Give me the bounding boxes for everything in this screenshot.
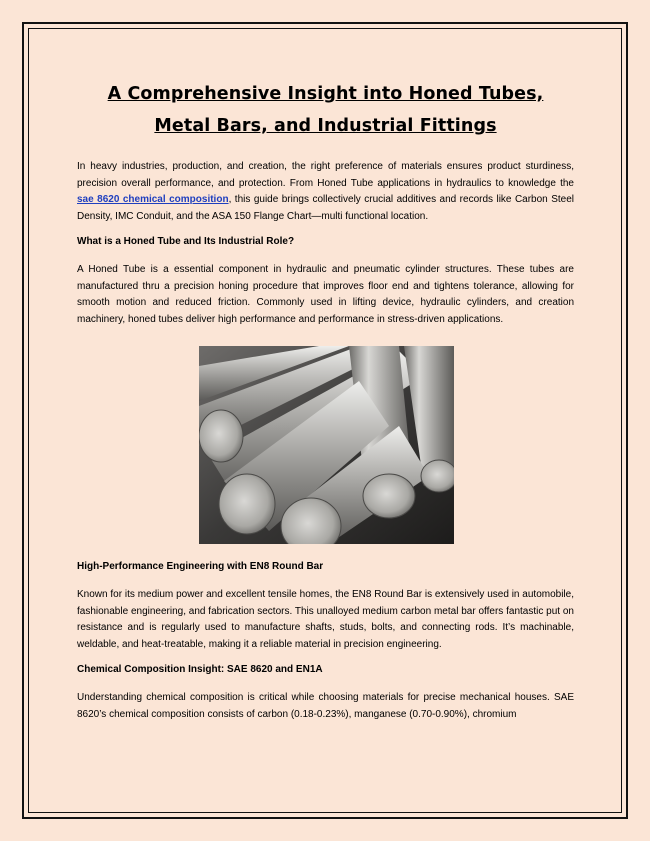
section-heading-chemical-composition: Chemical Composition Insight: SAE 8620 and EN1A — [77, 664, 323, 676]
section-heading-honed-tube: What is a Honed Tube and Its Industrial Role? — [77, 236, 295, 248]
steel-bars-image — [199, 346, 454, 544]
title-line-1: A Comprehensive Insight into Honed Tubes, — [107, 84, 544, 104]
title-line-2: Metal Bars, and Industrial Fittings — [154, 116, 497, 136]
section-body-chemical-composition: Understanding chemical composition is critical while choosing materials for precise mechanical houses. SAE 8620’s chemical composition consists of carbon (0.18-0.23%), manganese (0.70-0.90%), chromium — [77, 691, 574, 720]
steel-round-bars-photo — [199, 346, 454, 544]
sae-8620-link[interactable]: sae 8620 chemical composition — [77, 194, 229, 206]
section-body-honed-tube: A Honed Tube is a essential component in hydraulic and pneumatic cylinder structures. These tubes are manufactured thru a precision honing procedure that improves floor end and tightens tolerance, allowing for smooth motion and reduced friction. Commonly used in lifting device, hydraulic cylinders, and creation machinery, honed tubes deliver high performance and performance in stress-driven applications. — [77, 263, 574, 325]
document-body — [77, 78, 574, 723]
section-body-en8-round-bar: Known for its medium power and excellent tensile homes, the EN8 Round Bar is extensively used in automobile, fashionable engineering, and fabrication sectors. This unalloyed medium carbon metal bar offers fantastic put on resistance and is regularly used to manufacture shafts, studs, bolts, and connecting rods. It’s machinable, weldable, and heat-treatable, making it a reliable material in precision engineering. — [77, 588, 574, 650]
intro-text-after-link: , this guide brings collectively crucial additives and records like Carbon Steel Density, IMC Conduit, and the ASA 150 Flange Chart—multi functional location. — [77, 194, 574, 222]
section-heading-en8-round-bar: High-Performance Engineering with EN8 Round Bar — [77, 561, 324, 573]
intro-text-before-link: In heavy industries, production, and creation, the right preference of materials ensures product sturdiness, precision overall performance, and protection. From Honed Tube applications in hydraulics to knowledge the — [77, 161, 574, 189]
document-title — [77, 78, 574, 142]
intro-paragraph — [77, 159, 574, 225]
